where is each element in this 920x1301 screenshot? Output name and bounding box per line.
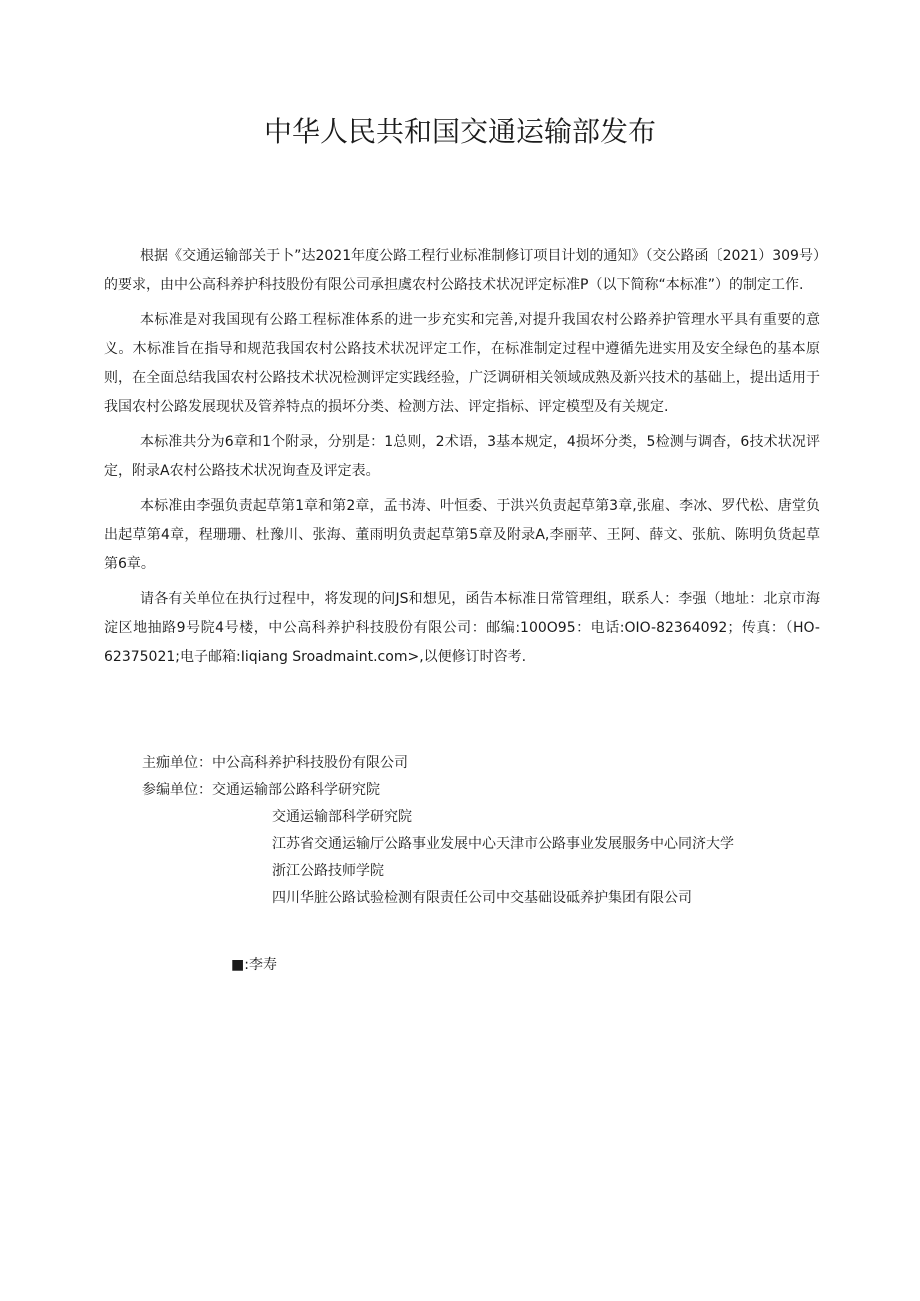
participating-unit-name: 交通运输部公路科学研究院 bbox=[212, 782, 380, 798]
paragraph-background: 根据《交通运输部关于卜”达2021年度公路工程行业标准制修订项目计划的通知》（交公路函〔2021）309号）的要求，由中公高科养护科技股份有限公司承担虞农村公路技术状况评定标准P（以下简称“本标准”）的制定工作. bbox=[104, 248, 820, 293]
participating-unit-row: 浙江公路技师学院 bbox=[272, 863, 384, 879]
paragraph-structure: 本标准共分为6章和1个附录，分别是：1总则，2术语，3基本规定，4损坏分类，5检测与调杳，6技术状况评定，附录A农村公路技术状况询查及评定表。 bbox=[104, 434, 820, 479]
participating-unit-row: 江苏省交通运输厅公路事业发展中心天津市公路事业发展服务中心同济大学 bbox=[272, 836, 734, 852]
paragraph-contact: 请各有关单位在执行过程中，将发现的问JS和想见，函告本标准日常管理组，联系人：李强（地址：北京市海淀区地抽路9号院4号楼，中公高科养护科技股份有限公司：邮编:100O95：电话:OIO-82364092；传真：（HO-62375021;电子邮箱:Iiqiang Sroadmaint.com>,以便修订时咨考. bbox=[104, 591, 820, 665]
chief-unit-row bbox=[142, 750, 734, 777]
participating-unit-label: 参编单位： bbox=[142, 782, 212, 798]
chief-unit-name: 中公高科养护科技股份有限公司 bbox=[212, 755, 408, 771]
foreword-body bbox=[104, 242, 820, 678]
participating-unit-row bbox=[142, 777, 734, 804]
participating-unit-row: 四川华脏公路试验检测有限责任公司中交基础设砥养护集团有限公司 bbox=[272, 890, 692, 906]
paragraph-purpose: 本标准是对我国现有公路工程标准体系的进一步充实和完善,对提升我国农村公路养护管理水平具有重要的意义。木标准旨在指导和规范我国农村公路技术状况评定工作，在标准制定过程中遵循先进实用及安全绿色的基本原则，在全面总结我国农村公路技术状况检测评定实践经验，广泛调研相关领域成熟及新兴技术的基础上，提出适用于我国农村公路发展现状及管养特点的损坏分类、检测方法、评定指标、评定模型及有关规定. bbox=[104, 312, 820, 415]
page-title: 中华人民共和国交通运输部发布 bbox=[263, 115, 656, 148]
drafter-line: ■:李寿 bbox=[231, 957, 277, 973]
paragraph-drafters: 本标准由李强负责起草第1章和第2章，孟书涛、叶恒委、于洪兴负责起草第3章,张雇、李冰、罗代松、唐堂负出起草第4章，程珊珊、杜豫川、张海、董雨明负责起草第5章及附录A,李丽苹、王阿、薛文、张航、陈明负货起草第6章。 bbox=[104, 498, 820, 572]
participating-unit-row: 交通运输部科学研究院 bbox=[272, 809, 412, 825]
editing-units bbox=[142, 750, 734, 912]
chief-unit-label: 主痂单位： bbox=[142, 755, 212, 771]
